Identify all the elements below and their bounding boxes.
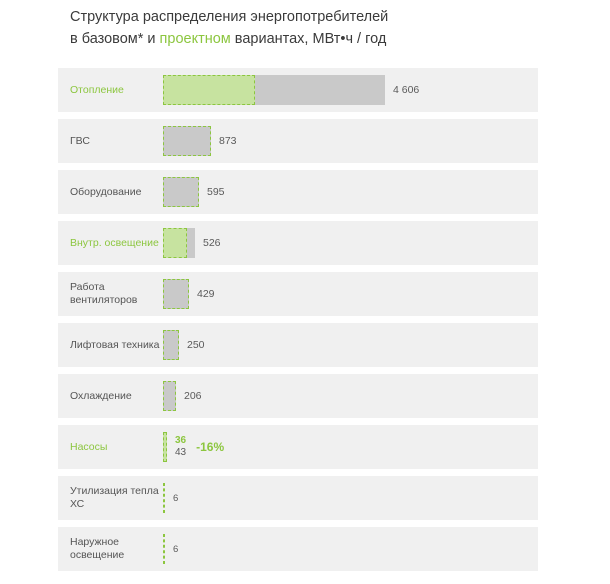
bar-base xyxy=(163,279,189,309)
row-value-rabota-ventilyatorov: 429 xyxy=(197,288,215,300)
row-value-otoplenie: 4 606 xyxy=(393,84,420,96)
bar-project xyxy=(163,279,189,309)
bar-base xyxy=(163,432,167,462)
row-bars-otoplenie xyxy=(163,68,419,112)
row-bars-liftovaya-tekhnika xyxy=(163,323,205,367)
table-row xyxy=(58,221,538,265)
bar-wrap xyxy=(163,177,199,207)
row-bars-gvs xyxy=(163,119,237,163)
bar-wrap xyxy=(163,330,179,360)
row-bars-okhlazhdenie xyxy=(163,374,202,418)
bar-base xyxy=(163,381,176,411)
bar-project xyxy=(163,381,176,411)
bar-wrap xyxy=(163,483,165,513)
bar-chart xyxy=(58,68,538,578)
table-row xyxy=(58,476,538,520)
row-value-oborudovanie: 595 xyxy=(207,186,225,198)
row-value-nasosy-project: 36 xyxy=(175,435,187,446)
row-label-vnutr-osveshchenie: Внутр. освещение xyxy=(70,236,159,249)
row-bars-naruzhnoe-osveshchenie xyxy=(163,527,178,571)
title-line-2-part2: вариантах, МВт•ч / год xyxy=(230,31,387,47)
row-value-okhlazhdenie: 206 xyxy=(184,390,202,402)
row-value-naruzhnoe-osveshchenie: 6 xyxy=(173,543,179,555)
bar-base xyxy=(163,75,385,105)
bar-base xyxy=(163,177,199,207)
title-line-1: Структура распределения энергопотребителей xyxy=(70,9,389,25)
title-line-2-part1: в базовом* и xyxy=(70,31,160,47)
row-label-nasosy: Насосы xyxy=(70,440,108,453)
table-row xyxy=(58,68,538,112)
table-row xyxy=(58,170,538,214)
row-value-liftovaya-tekhnika: 250 xyxy=(187,339,205,351)
row-value-group-nasosy xyxy=(175,435,186,459)
row-value-utilizatsiya-tepla-hs: 6 xyxy=(173,492,179,504)
bar-wrap xyxy=(163,279,189,309)
row-label-rabota-ventilyatorov: Работа вентиляторов xyxy=(70,281,138,306)
row-bars-nasosy xyxy=(163,425,224,469)
row-label-okhlazhdenie: Охлаждение xyxy=(70,389,132,402)
title-highlight-proektnom: проектном xyxy=(159,31,231,47)
table-row xyxy=(58,323,538,367)
row-value-nasosy-base: 43 xyxy=(175,447,187,458)
bar-base xyxy=(163,534,165,564)
title-line-2 xyxy=(70,28,590,50)
row-value-gvs: 873 xyxy=(219,135,237,147)
bar-project xyxy=(163,534,165,564)
row-label-liftovaya-tekhnika: Лифтовая техника xyxy=(70,338,160,351)
page-title xyxy=(70,6,590,50)
bar-base xyxy=(163,483,165,513)
bar-project xyxy=(163,126,211,156)
bar-wrap xyxy=(163,126,211,156)
bar-project xyxy=(163,75,255,105)
table-row xyxy=(58,425,538,469)
row-label-naruzhnoe-osveshchenie: Наружное освещение xyxy=(70,536,125,561)
table-row xyxy=(58,527,538,571)
row-bars-vnutr-osveshchenie xyxy=(163,221,221,265)
bar-wrap xyxy=(163,534,165,564)
table-row xyxy=(58,374,538,418)
bar-base xyxy=(163,126,211,156)
bar-wrap xyxy=(163,381,176,411)
row-label-gvs: ГВС xyxy=(70,134,90,147)
row-label-oborudovanie: Оборудование xyxy=(70,185,142,198)
row-bars-rabota-ventilyatorov xyxy=(163,272,215,316)
row-label-utilizatsiya-tepla-hs: Утилизация тепла ХС xyxy=(70,485,159,510)
bar-wrap xyxy=(163,75,385,105)
bar-base xyxy=(163,228,195,258)
table-row xyxy=(58,119,538,163)
bar-wrap xyxy=(163,228,195,258)
bar-project xyxy=(163,330,179,360)
row-label-otoplenie: Отопление xyxy=(70,83,124,96)
bar-project xyxy=(163,483,165,513)
bar-project xyxy=(163,432,167,462)
row-bars-oborudovanie xyxy=(163,170,225,214)
row-bars-utilizatsiya-tepla-hs xyxy=(163,476,178,520)
bar-project xyxy=(163,177,199,207)
bar-project xyxy=(163,228,187,258)
delta-badge-nasosy: -16% xyxy=(196,440,225,454)
bar-base xyxy=(163,330,179,360)
bar-wrap xyxy=(163,432,167,462)
row-value-vnutr-osveshchenie: 526 xyxy=(203,237,221,249)
table-row xyxy=(58,272,538,316)
